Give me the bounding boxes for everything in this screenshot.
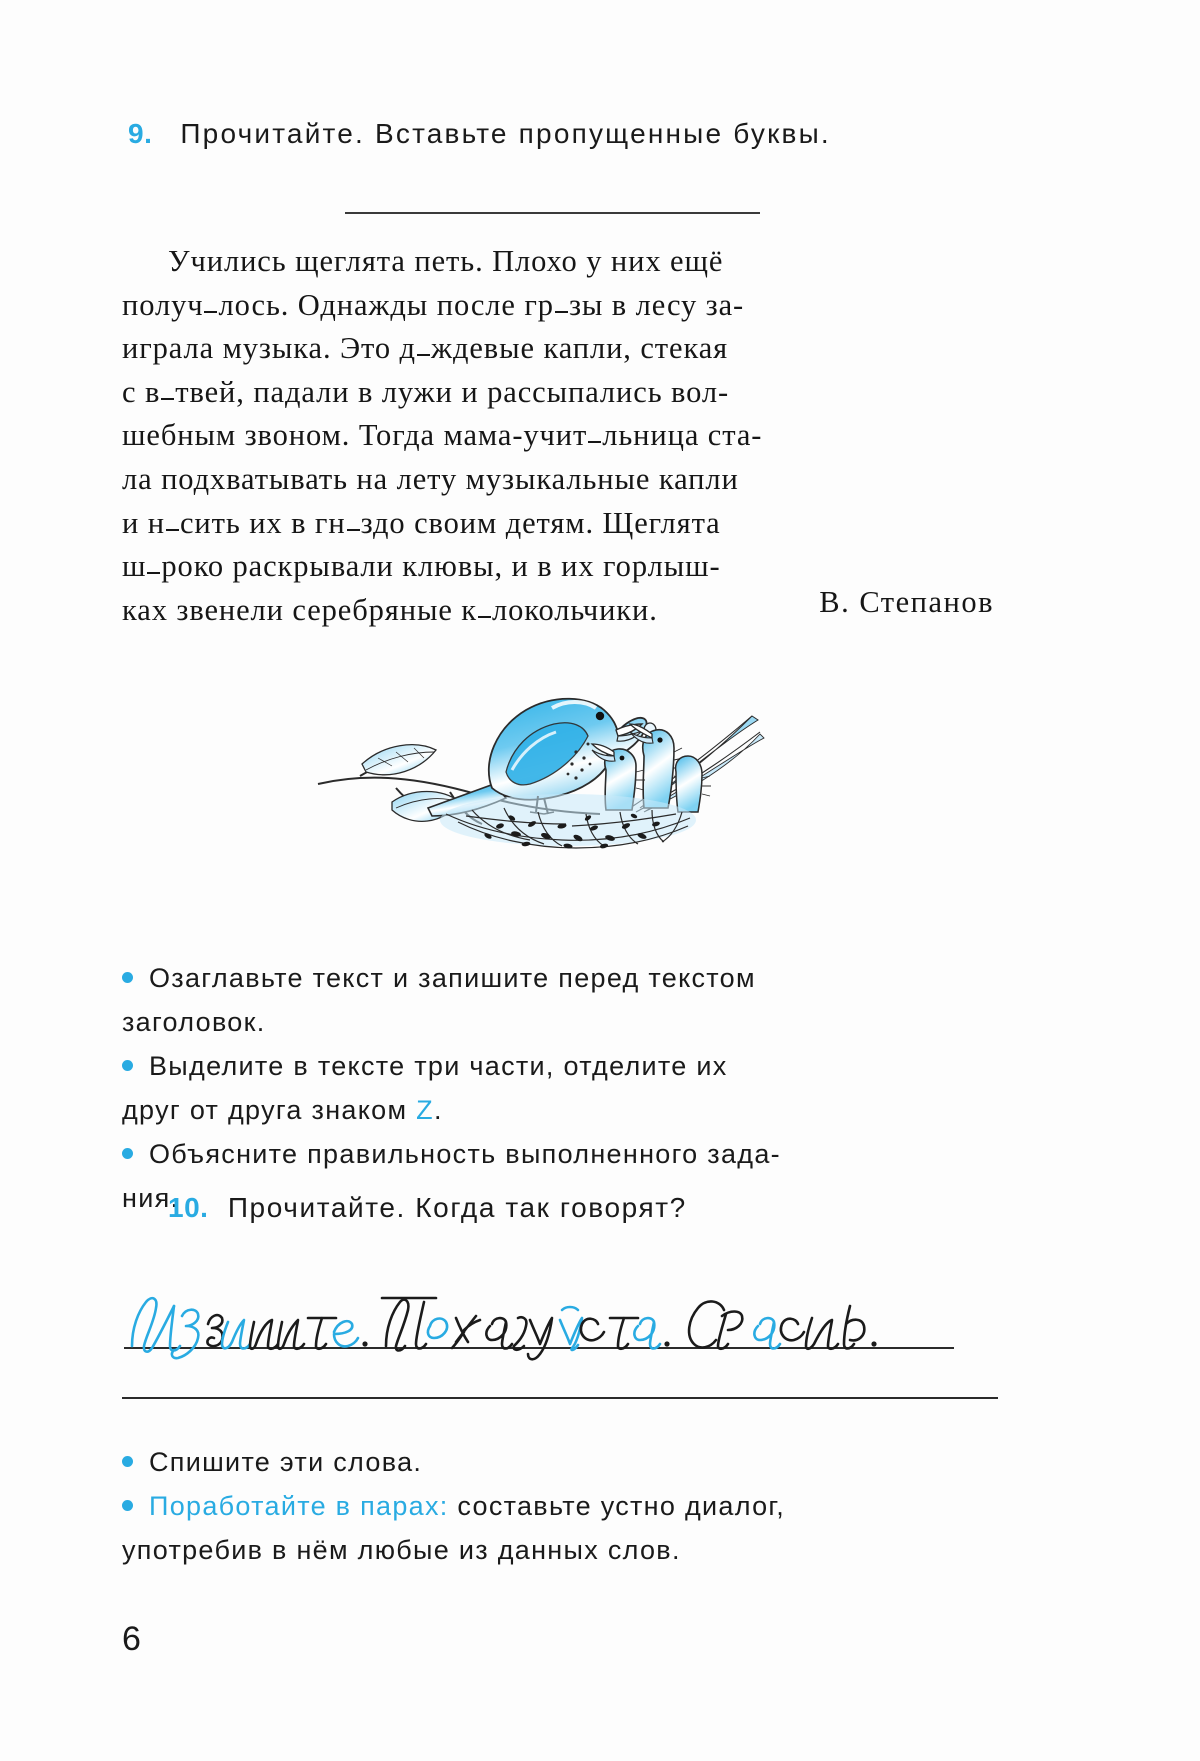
passage-line-7: и н сить их в гн здо своим детям. Щеглята (122, 505, 721, 540)
cursive-words-line (124, 1288, 954, 1366)
exercise-9-tasks (122, 956, 1002, 1220)
task-item-cont: ния. (122, 1183, 180, 1213)
bullet-icon (122, 1500, 133, 1511)
letter-blank[interactable] (166, 529, 179, 531)
passage-line-2: получ лось. Однажды после гр зы в лесу за- (122, 287, 745, 322)
pair-work-label: Поработайте в парах: (149, 1491, 449, 1521)
passage-author: В. Степанов (819, 585, 994, 619)
section-divider (122, 1397, 998, 1399)
bird-nest-illustration (300, 612, 770, 852)
letter-blank[interactable] (347, 529, 360, 531)
task-item: Объясните правильность выполненного зада- (122, 1132, 1002, 1176)
bullet-icon (122, 1456, 133, 1467)
passage-line-9: ках звенели серебряные к локольчики. (122, 592, 658, 627)
exercise-10-instruction: Прочитайте. Когда так говорят? (227, 1192, 687, 1223)
task-item: Озаглавьте текст и запишите перед текстом (122, 956, 1002, 1000)
exercise-9-number: 9. (128, 118, 153, 149)
letter-blank[interactable] (147, 572, 160, 574)
z-symbol: Z (416, 1095, 434, 1125)
passage-line-1: Учились щеглята петь. Плохо у них ещё (168, 244, 724, 278)
letter-blank[interactable] (417, 354, 430, 356)
bullet-icon (122, 972, 133, 983)
letter-blank[interactable] (588, 441, 601, 443)
passage-line-8: ш роко раскрывали клювы, и в их горлыш- (122, 549, 721, 584)
bullet-icon (122, 1148, 133, 1159)
exercise-9-instruction: Прочитайте. Вставьте пропущенные буквы. (180, 118, 831, 149)
exercise-10-number: 10. (168, 1192, 209, 1223)
task-item: Спишите эти слова. (122, 1440, 1002, 1484)
passage-line-6: ла подхватывать на лету музыкальные капли (122, 461, 739, 496)
task-item: Выделите в тексте три части, отделите их (122, 1044, 1002, 1088)
passage-line-4: с в твей, падали в лужи и рассыпались вол- (122, 374, 730, 409)
exercise-9-heading (128, 118, 1088, 150)
page-number: 6 (122, 1620, 141, 1658)
task-item-cont: заголовок. (122, 1007, 266, 1037)
task-item-cont: употребив в нём любые из данных слов. (122, 1535, 681, 1565)
passage-line-5: шебным звоном. Тогда мама-учит льница ста- (122, 418, 763, 453)
task-item-cont: друг от друга знаком Z. (122, 1095, 443, 1125)
letter-blank[interactable] (204, 311, 217, 313)
exercise-10-heading (168, 1192, 687, 1224)
bullet-icon (122, 1060, 133, 1071)
passage-line-3: играла музыка. Это д ждевые капли, стекая (122, 331, 729, 366)
letter-blank[interactable] (555, 311, 568, 313)
title-blank-rule[interactable] (345, 212, 760, 214)
letter-blank[interactable] (161, 398, 174, 400)
reading-passage (122, 240, 994, 632)
task-item: Поработайте в парах: составьте устно диалог, (122, 1484, 1002, 1528)
exercise-10-tasks (122, 1440, 1002, 1572)
